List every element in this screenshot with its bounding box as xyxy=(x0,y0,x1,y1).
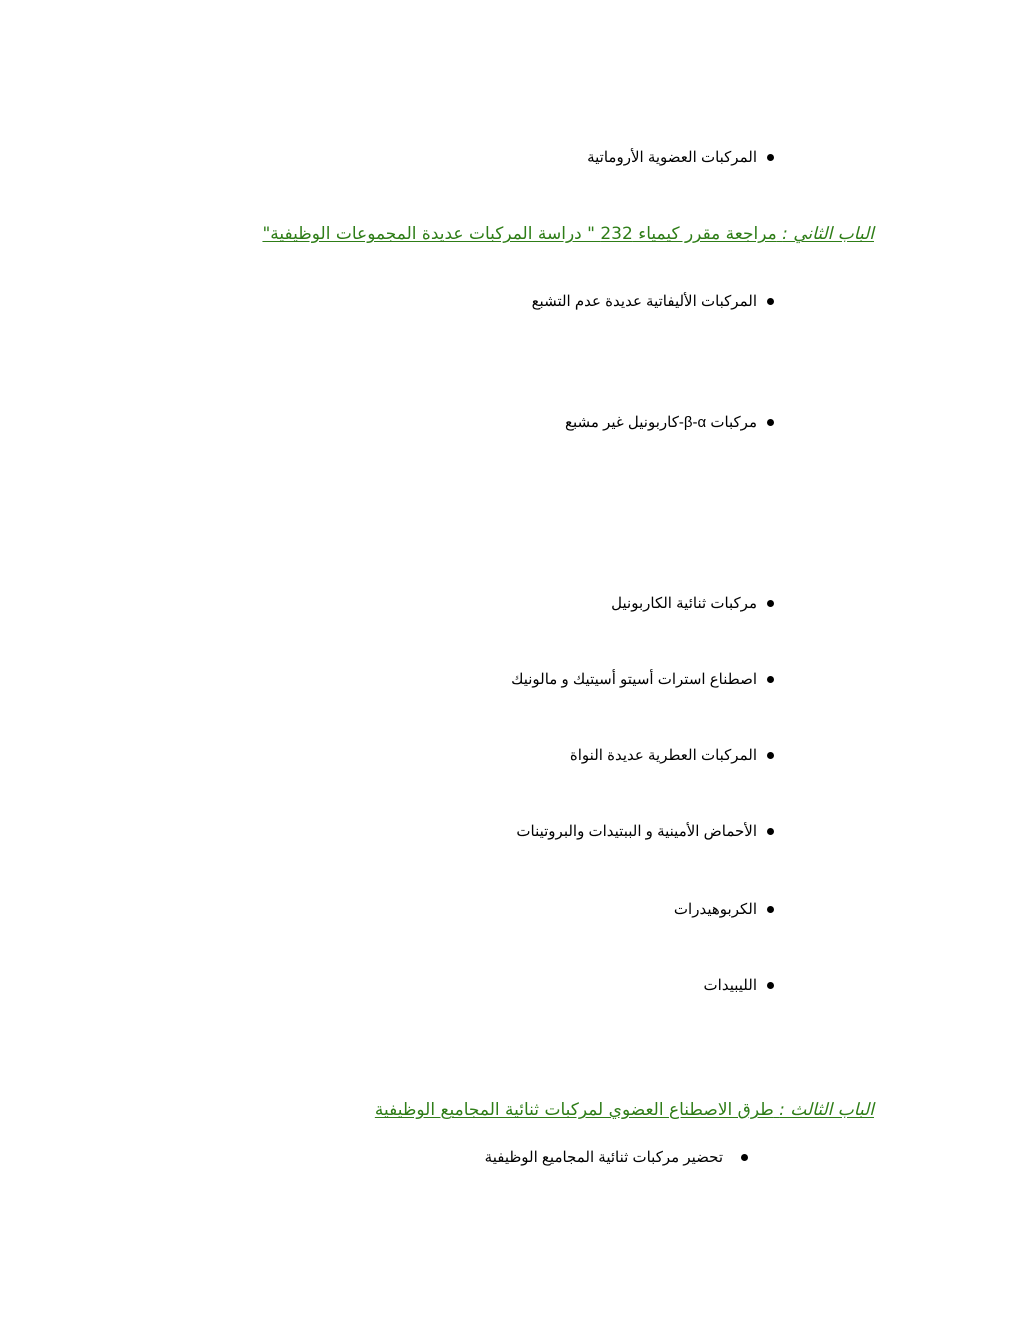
bullet-icon xyxy=(741,1154,748,1161)
list-item-text: تحضير مركبات ثنائية المجاميع الوظيفية xyxy=(484,1149,723,1167)
list-item-text: المركبات العضوية الأروماتية xyxy=(587,149,757,167)
bullet-icon xyxy=(767,828,774,835)
list-item-text: مركبات ثنائية الكاربونيل xyxy=(611,595,757,613)
bullet-icon xyxy=(767,906,774,913)
bullet-icon xyxy=(767,419,774,426)
list-item xyxy=(611,594,774,614)
list-item xyxy=(565,413,774,433)
chapter-label: الباب الثاني : xyxy=(782,224,874,244)
list-item-text: مركبات β-α-كاربونيل غير مشبع xyxy=(565,414,757,432)
chapter-heading-2 xyxy=(214,222,874,246)
list-item-text: الليبيدات xyxy=(703,977,757,995)
chapter-label: الباب الثالث : xyxy=(779,1100,874,1120)
bullet-icon xyxy=(767,676,774,683)
list-item xyxy=(674,900,774,920)
list-item-text: اصطناع استرات أسيتو أسيتيك و مالونيك xyxy=(511,671,757,689)
bullet-icon xyxy=(767,600,774,607)
bullet-icon xyxy=(767,298,774,305)
list-item-text: المركبات العطرية عديدة النواة xyxy=(569,747,757,765)
list-item xyxy=(704,976,774,996)
chapter-title: طرق الاصطناع العضوي لمركبات ثنائية المجاميع الوظيفية xyxy=(374,1100,774,1120)
list-item xyxy=(511,670,774,690)
list-item xyxy=(532,292,774,312)
bullet-icon xyxy=(767,154,774,161)
bullet-icon xyxy=(767,752,774,759)
list-item xyxy=(485,1148,748,1168)
list-item-text: الأحماض الأمينية و الببتيدات والبروتينات xyxy=(516,823,757,841)
list-item-text: الكربوهيدرات xyxy=(673,901,757,919)
chapter-heading-3 xyxy=(234,1098,874,1122)
chapter-title: مراجعة مقرر كيمياء 232 " دراسة المركبات عديدة المجموعات الوظيفية" xyxy=(262,224,777,244)
bullet-icon xyxy=(767,982,774,989)
list-item xyxy=(587,148,774,168)
list-item xyxy=(570,746,774,766)
list-item xyxy=(516,822,774,842)
list-item-text: المركبات الأليفاتية عديدة عدم التشبع xyxy=(531,293,757,311)
